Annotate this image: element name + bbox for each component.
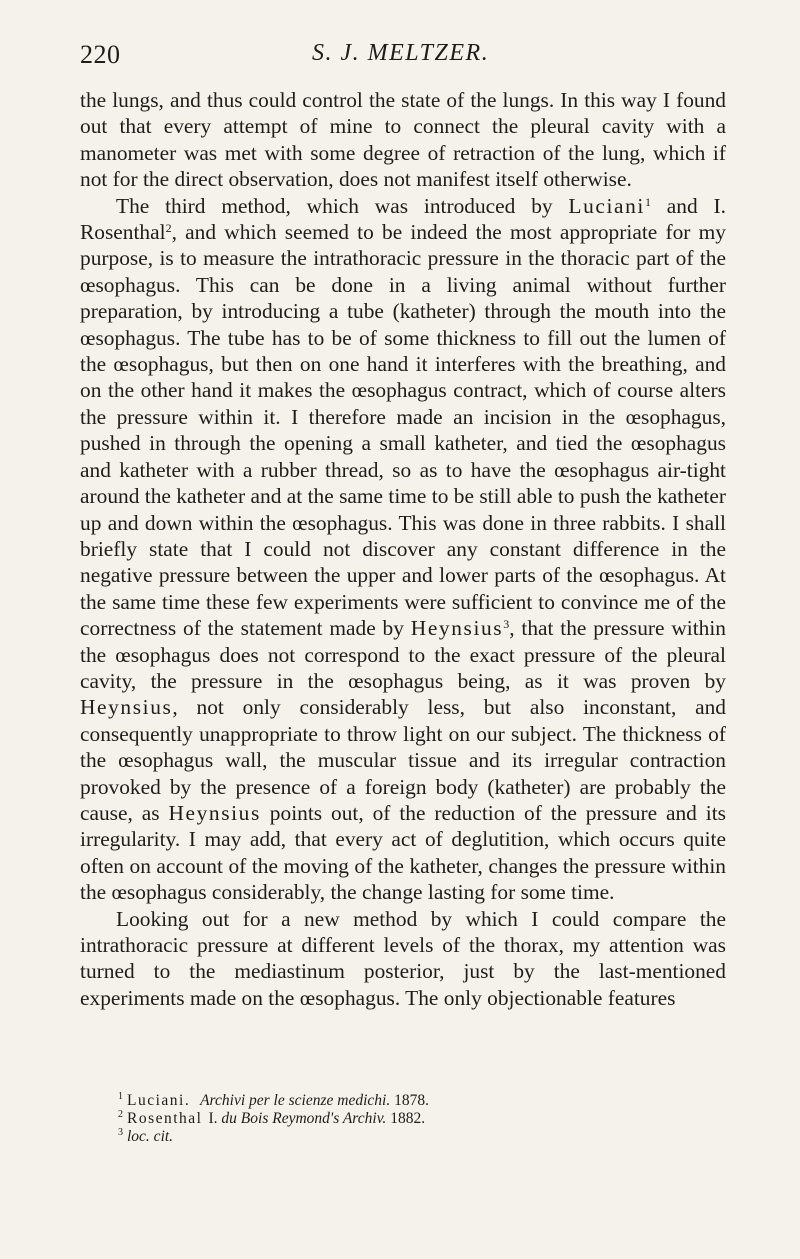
author-name-rosenthal: Rosenthal: [80, 220, 166, 245]
footnote-number: 1: [118, 1091, 123, 1102]
paragraph-3-text: Looking out for a new method by which I could compare the intrathoracic pressure at different levels of the thorax, my attention was turned to the mediastinum posterior, just by the last-mentioned experiments made on the œsophagus. The only objectionable features: [80, 906, 726, 1010]
footnote-number: 3: [118, 1127, 123, 1138]
paragraph-2-text-d: , that the pressure within the œsophagus does not correspond to the exact pressure of the pleural cavity, the pressure in the œsophagus being, as it was proven by: [80, 616, 726, 693]
author-name-heynsius: Heynsius: [80, 695, 173, 720]
paragraph-2-text-b: and I.: [650, 193, 726, 218]
footnote-ref-3: 3: [503, 617, 510, 632]
paragraph-2-text-e: , not only considerably less, but also inconstant, and consequently unappropriate to throw light on our subject. The thickness of the œsophagus wall, the muscular tissue and its irregular contraction provoked by the presence of a foreign body (katheter) are probably the cause, as: [80, 695, 726, 825]
paragraph-2-text-f: points out, of the reduction of the pressure and its irregularity. I may add, that every act of deglutition, which occurs quite often on account of the moving of the katheter, changes the pressure within the œsophagus considerably, the change lasting for some time.: [80, 800, 726, 905]
body-text: [80, 87, 726, 1011]
paragraph-2-text-c: , and which seemed to be indeed the most appropriate for my purpose, is to measure the intrathoracic pressure in the thoracic part of the œsophagus. This can be done in a living animal without further preparation, by introducing a tube (katheter) through the mouth into the œsophagus. The tube has to be of some thickness to fill out the lumen of the œsophagus, but then on one hand it interferes with the breathing, and on the other hand it makes the œsophagus contract, which of course alters the pressure within it. I therefore made an incision in the œsophagus, pushed in through the opening a small katheter, and tied the œsophagus and katheter with a rubber thread, so as to have the œsophagus air-tight around the katheter and at the same time to be still able to push the katheter up and down within the œsophagus. This was done in three rabbits. I shall briefly state that I could not discover any constant difference in the negative pressure between the upper and lower parts of the œsophagus. At the same time these few experiments were sufficient to convince me of the correctness of the statement made by: [80, 220, 726, 641]
paragraph-2: [80, 193, 726, 906]
paragraph-2-text-a: The third method, which was introduced by: [116, 193, 569, 218]
footnote-work: loc. cit.: [127, 1128, 174, 1145]
footnote-author: Rosenthal: [127, 1110, 203, 1127]
footnote-number: 2: [118, 1109, 123, 1120]
footnote-work: Archivi per le scienze medichi.: [200, 1092, 391, 1109]
footnote-3: [118, 1128, 738, 1146]
footnote-ref-2: 2: [165, 221, 172, 236]
page-header: [0, 40, 800, 80]
running-head: S. J. MELTZER.: [312, 40, 490, 66]
paragraph-3: [80, 906, 726, 1012]
footnote-ref-1: 1: [644, 194, 651, 209]
footnote-author: Luciani.: [127, 1092, 191, 1109]
footnote-initial: I.: [208, 1110, 218, 1127]
footnote-year: 1878.: [394, 1092, 429, 1109]
footnotes: [118, 1092, 738, 1146]
page-number: 220: [80, 40, 121, 69]
author-name-heynsius: Heynsius: [168, 800, 261, 825]
paragraph-1: [80, 87, 726, 193]
footnote-1: [118, 1092, 738, 1110]
paragraph-1-text: the lungs, and thus could control the state of the lungs. In this way I found out that every attempt of mine to connect the pleural cavity with a manometer was met with some degree of retraction of the lung, which if not for the direct observation, does not manifest itself otherwise.: [80, 88, 726, 192]
footnote-work: du Bois Reymond's Archiv.: [221, 1110, 387, 1127]
author-name-luciani: Luciani: [568, 193, 645, 218]
footnote-year: 1882.: [390, 1110, 426, 1127]
author-name-heynsius: Heynsius: [410, 616, 504, 641]
footnote-2: [118, 1110, 738, 1128]
